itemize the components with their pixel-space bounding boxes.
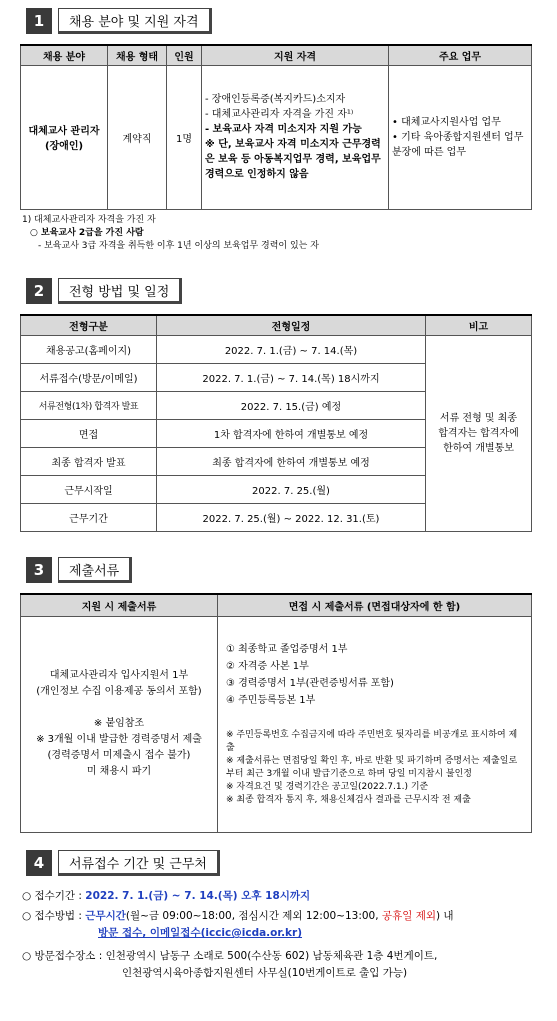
col-header: 지원 자격 [202,45,389,65]
doc-item: ③ 경력증명서 1부(관련증빙서류 포함) [226,678,394,689]
visit-label: ○ 방문접수장소 : [22,950,106,962]
section-3-header [26,557,132,583]
section-title: 서류접수 기간 및 근무처 [58,850,220,876]
doc-note: ※ 제출서류는 면접당일 확인 후, 바로 반환 및 파기하며 증명서는 제출일로부터 최근 3개월 이내 발급기준으로 하며 당일 미지참시 불인정 [226,756,518,779]
remark-cell: 서류 전형 및 최종합격자는 합격자에 한하여 개별통보 [426,335,532,531]
schedule-table [20,314,532,532]
period-label: ○ 접수기간 : [22,890,86,902]
qual-item: - 장애인등록증(복지카드)소지자 [205,94,346,105]
visit-office: 인천광역시육아종합지원센터 사무실(10번게이트로 출입 가능) [122,967,408,979]
schedule-date: 2022. 7. 25.(월) [157,475,426,503]
col-header: 인원 [167,45,202,65]
qual-item: ※ 단, 보육교사 자격 미소지자 근무경력은 보육 등 아동복지업무 경력, 보육업무 경력으로 인정하지 않음 [205,139,381,180]
doc-line: (개인정보 수집 이용제공 동의서 포함) [36,686,202,697]
col-header: 지원 시 제출서류 [21,594,218,616]
method-holiday: 공휴일 제외 [381,910,436,922]
schedule-stage: 채용공고(홈페이지) [21,335,157,363]
doc-line: 미 채용시 파기 [86,766,152,777]
duty-item: • 대체교사지원사업 업무 [392,116,501,128]
footnote-1: 1) 대체교사관리자 자격을 가진 자 [22,215,156,225]
application-docs-cell [21,616,218,832]
schedule-stage: 서류접수(방문/이메일) [21,363,157,391]
type-cell: 계약직 [108,65,167,209]
visit-location [22,948,437,982]
method-within: ) 내 [435,910,454,922]
doc-note: ※ 자격요건 및 경력기간은 공고일(2022.7.1.) 기준 [226,782,429,792]
col-header: 채용 분야 [21,45,108,65]
schedule-date: 2022. 7. 15.(금) 예정 [157,391,426,419]
interview-docs-cell [218,616,532,832]
schedule-stage: 면접 [21,419,157,447]
col-header: 주요 업무 [389,45,532,65]
method-label: ○ 접수방법 : [22,910,86,922]
qualification-cell [202,65,389,209]
footnote [22,214,319,253]
schedule-date: 2022. 7. 25.(월) ~ 2022. 12. 31.(토) [157,503,426,531]
section-number: 2 [26,278,52,304]
section-2-header [26,278,182,304]
qual-item: - 보육교사 자격 미소지자 지원 가능 [205,124,362,135]
count-cell: 1명 [167,65,202,209]
footnote-2: ○ 보육교사 2급을 가진 사람 [30,228,144,238]
section-number: 4 [26,850,52,876]
method-hours: 근무시간 [85,910,126,922]
schedule-stage: 근무시작일 [21,475,157,503]
application-period [22,888,310,905]
field-name: 대체교사 관리자 [28,126,100,137]
period-value: 2022. 7. 1.(금) ~ 7. 14.(목) 오후 18시까지 [85,890,311,902]
doc-line: ※ 3개월 이내 발급한 경력증명서 제출 [36,734,202,745]
footnote-3: - 보육교사 3급 자격을 취득한 이후 1년 이상의 보육업무 경력이 있는 자 [38,241,319,251]
doc-line: 대체교사관리자 입사지원서 1부 [49,670,189,681]
col-header: 채용 형태 [108,45,167,65]
doc-item: ① 최종학교 졸업증명서 1부 [226,644,348,655]
doc-line: ※ 붙임참조 [93,718,145,729]
section-4-header [26,850,220,876]
doc-item: ② 자격증 사본 1부 [226,661,309,672]
documents-table [20,593,532,833]
schedule-date: 2022. 7. 1.(금) ~ 7. 14.(목) 18시까지 [157,363,426,391]
method-channels: 방문 접수, 이메일접수(iccic@icda.or.kr) [98,927,303,939]
section-title: 채용 분야 및 지원 자격 [58,8,212,34]
qual-item: - 대체교사관리자 자격을 가진 자¹⁾ [205,109,354,120]
doc-note: ※ 주민등록번호 수집금지에 따라 주민번호 뒷자리를 비공개로 표시하여 제출 [226,730,518,753]
recruitment-table [20,44,532,210]
section-number: 1 [26,8,52,34]
schedule-date: 최종 합격자에 한하여 개별통보 예정 [157,447,426,475]
schedule-stage: 서류전형(1차) 합격자 발표 [21,391,157,419]
doc-line: (경력증명서 미제출시 접수 불가) [47,750,191,761]
col-header: 전형일정 [157,315,426,335]
field-cell [21,65,108,209]
duty-item: • 기타 육아종합지원센터 업무분장에 따른 업무 [392,131,524,158]
method-hours-detail: (월~금 09:00~18:00, 점심시간 제외 12:00~13:00, [125,910,382,922]
doc-note: ※ 최종 합격자 통지 후, 채용신체검사 결과를 근무시작 전 제출 [226,795,471,805]
section-title: 전형 방법 및 일정 [58,278,182,304]
schedule-stage: 최종 합격자 발표 [21,447,157,475]
schedule-date: 1차 합격자에 한하여 개별통보 예정 [157,419,426,447]
schedule-date: 2022. 7. 1.(금) ~ 7. 14.(목) [157,335,426,363]
visit-address: 인천광역시 남동구 소래로 500(수산동 602) 남동체육관 1층 4번게이트, [105,950,438,962]
doc-item: ④ 주민등록등본 1부 [226,695,316,706]
col-header: 비고 [426,315,532,335]
section-1-header [26,8,212,34]
col-header: 전형구분 [21,315,157,335]
application-method [22,908,542,942]
schedule-stage: 근무기간 [21,503,157,531]
section-title: 제출서류 [58,557,132,583]
col-header: 면접 시 제출서류 (면접대상자에 한 함) [218,594,532,616]
doc-spacer [24,700,214,716]
duties-cell [389,65,532,209]
field-sub: (장애인) [44,141,84,152]
section-number: 3 [26,557,52,583]
